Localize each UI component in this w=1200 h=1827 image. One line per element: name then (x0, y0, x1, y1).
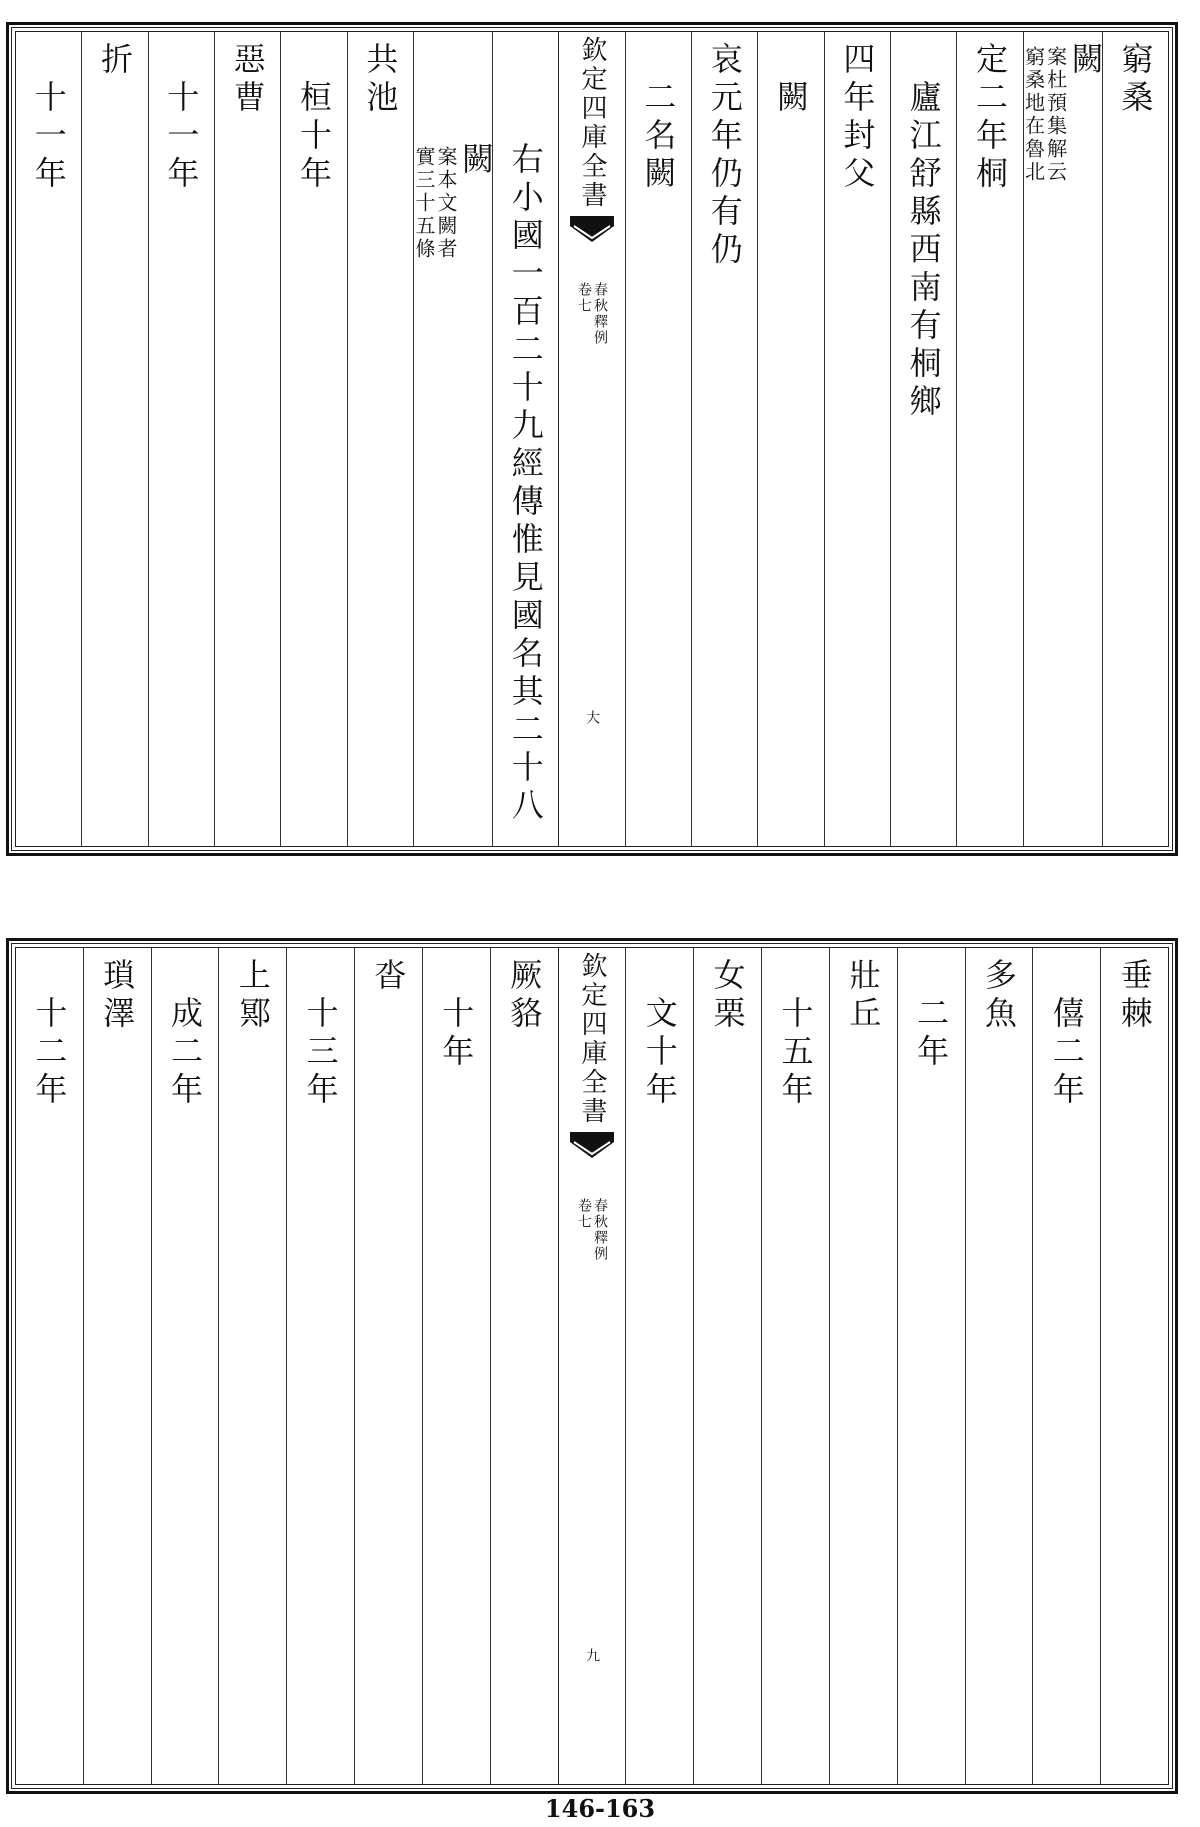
text: 共池 (361, 42, 400, 118)
text: 壯丘 (844, 958, 883, 1034)
text: 十一年 (29, 80, 68, 194)
bottom-col-12 (286, 948, 354, 1784)
top-center-column (558, 32, 624, 846)
annotation: 案杜預集解云 (1043, 46, 1068, 184)
text: 桓十年 (295, 80, 334, 194)
text: 文十年 (640, 996, 679, 1110)
text: 女栗 (708, 958, 747, 1034)
section-title: 春秋釋例 (592, 282, 609, 346)
bottom-col-8 (625, 948, 693, 1784)
bottom-page (6, 938, 1178, 1794)
bottom-col-9 (490, 948, 558, 1784)
bottom-page-columns (15, 947, 1169, 1785)
text: 哀元年仍有仍 (705, 42, 744, 270)
bottom-col-15 (83, 948, 151, 1784)
folio-number: 大 (584, 710, 601, 726)
top-col-2 (1021, 32, 1105, 846)
text: 窮桑 (1116, 42, 1155, 118)
text: 沓 (369, 958, 408, 996)
bottom-col-7 (693, 948, 761, 1784)
top-col-12 (280, 32, 346, 846)
text: 闕 (457, 142, 496, 180)
text: 二名闕 (639, 80, 678, 194)
top-col-14 (148, 32, 214, 846)
top-page-columns (15, 31, 1169, 847)
top-col-6 (757, 32, 823, 846)
text: 多魚 (979, 958, 1018, 1034)
top-col-8 (625, 32, 691, 846)
text: 上鄍 (233, 958, 272, 1034)
folio-number: 九 (583, 1648, 600, 1664)
text: 折 (96, 42, 135, 80)
text: 二年 (912, 996, 951, 1072)
page-number: 146-163 (544, 1794, 656, 1823)
bottom-center-column (558, 948, 626, 1784)
text: 成二年 (165, 996, 204, 1110)
bottom-col-3 (965, 948, 1033, 1784)
top-col-4 (890, 32, 956, 846)
bottom-col-5 (829, 948, 897, 1784)
book-title: 欽定四庫全書 (576, 952, 607, 1126)
top-col-11 (347, 32, 413, 846)
bottom-col-14 (151, 948, 219, 1784)
text: 厥貉 (505, 958, 544, 1034)
top-page (6, 22, 1178, 856)
section-title: 春秋釋例 (591, 1198, 608, 1262)
top-col-16 (16, 32, 81, 846)
bottom-col-4 (897, 948, 965, 1784)
top-col-3 (956, 32, 1022, 846)
bottom-col-11 (354, 948, 422, 1784)
text: 惡曹 (228, 42, 267, 118)
text: 十一年 (162, 80, 201, 194)
text: 闕 (772, 80, 811, 118)
top-col-7 (691, 32, 757, 846)
text: 定二年桐 (971, 42, 1009, 194)
bottom-col-10 (422, 948, 490, 1784)
fishtail-mark-icon (570, 216, 614, 242)
top-col-15 (81, 32, 147, 846)
book-title: 欽定四庫全書 (577, 36, 608, 210)
top-col-1 (1102, 32, 1168, 846)
fishtail-mark-icon (570, 1132, 614, 1158)
volume-label: 卷七 (576, 282, 593, 314)
text: 十三年 (301, 996, 340, 1110)
bottom-col-6 (761, 948, 829, 1784)
top-col-5 (824, 32, 890, 846)
text: 廬江舒縣西南有桐鄉 (904, 80, 943, 422)
text: 垂棘 (1115, 958, 1154, 1034)
annotation: 實三十五條 (412, 146, 437, 261)
text: 右小國一百二十九經傳惟見國名其二十八 (506, 142, 545, 826)
top-col-10 (412, 32, 496, 846)
volume-label: 卷七 (575, 1198, 592, 1230)
text: 僖二年 (1047, 996, 1086, 1110)
text: 瑣澤 (98, 958, 137, 1034)
bottom-col-13 (218, 948, 286, 1784)
text: 四年封父 (838, 42, 877, 194)
text: 十年 (437, 996, 476, 1072)
top-col-13 (214, 32, 280, 846)
annotation: 窮桑地在魯北 (1021, 46, 1046, 184)
bottom-col-1 (1100, 948, 1168, 1784)
bottom-col-16 (16, 948, 83, 1784)
text: 十二年 (30, 996, 69, 1110)
top-col-9 (492, 32, 558, 846)
text: 闕 (1066, 42, 1105, 80)
annotation: 案本文闕者 (434, 146, 459, 261)
text: 十五年 (776, 996, 815, 1110)
bottom-col-2 (1032, 948, 1100, 1784)
